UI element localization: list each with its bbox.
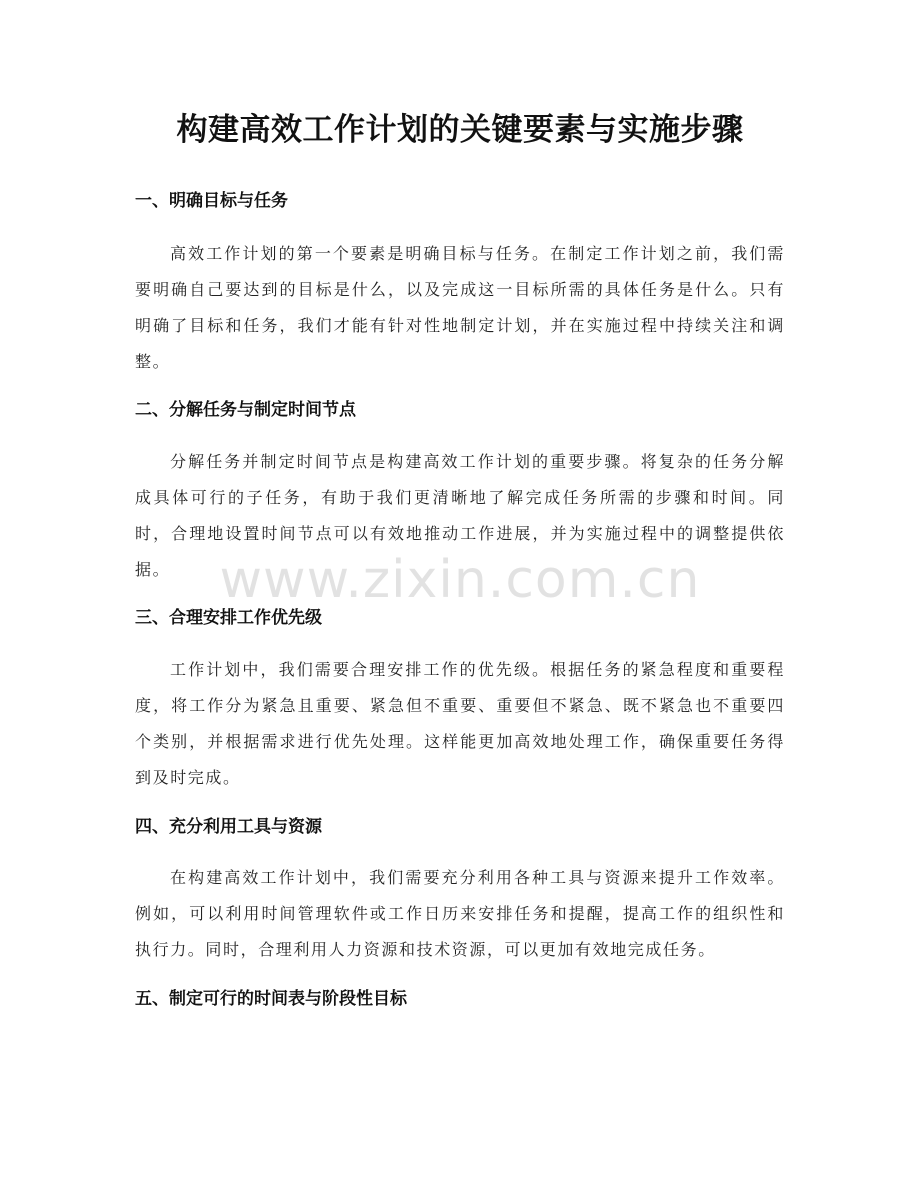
section-2-paragraph: 分解任务并制定时间节点是构建高效工作计划的重要步骤。将复杂的任务分解成具体可行的子任务，有助于我们更清晰地了解完成任务所需的步骤和时间。同时，合理地设置时间节点可以有效地推动工作进展，并为实施过程中的调整提供依据。 (135, 452, 785, 579)
section-3-heading: 三、合理安排工作优先级 (135, 608, 322, 628)
document-title: 构建高效工作计划的关键要素与实施步骤 (176, 112, 744, 148)
section-1-paragraph: 高效工作计划的第一个要素是明确目标与任务。在制定工作计划之前，我们需要明确自己要达到的目标是什么，以及完成这一目标所需的具体任务是什么。只有明确了目标和任务，我们才能有针对性地制定计划，并在实施过程中持续关注和调整。 (135, 244, 785, 371)
section-1-heading: 一、明确目标与任务 (135, 191, 288, 211)
section-3-paragraph: 工作计划中，我们需要合理安排工作的优先级。根据任务的紧急程度和重要程度，将工作分为紧急且重要、紧急但不重要、重要但不紧急、既不紧急也不重要四个类别，并根据需求进行优先处理。这样能更加高效地处理工作，确保重要任务得到及时完成。 (135, 660, 785, 787)
section-5-heading: 五、制定可行的时间表与阶段性目标 (135, 989, 407, 1009)
section-4-heading: 四、充分利用工具与资源 (135, 817, 322, 837)
watermark: www.zixin.com.cn (219, 550, 701, 610)
section-2-heading: 二、分解任务与制定时间节点 (135, 400, 356, 420)
section-4-paragraph: 在构建高效工作计划中，我们需要充分利用各种工具与资源来提升工作效率。例如，可以利用时间管理软件或工作日历来安排任务和提醒，提高工作的组织性和执行力。同时，合理利用人力资源和技术资源，可以更加有效地完成任务。 (135, 868, 785, 959)
